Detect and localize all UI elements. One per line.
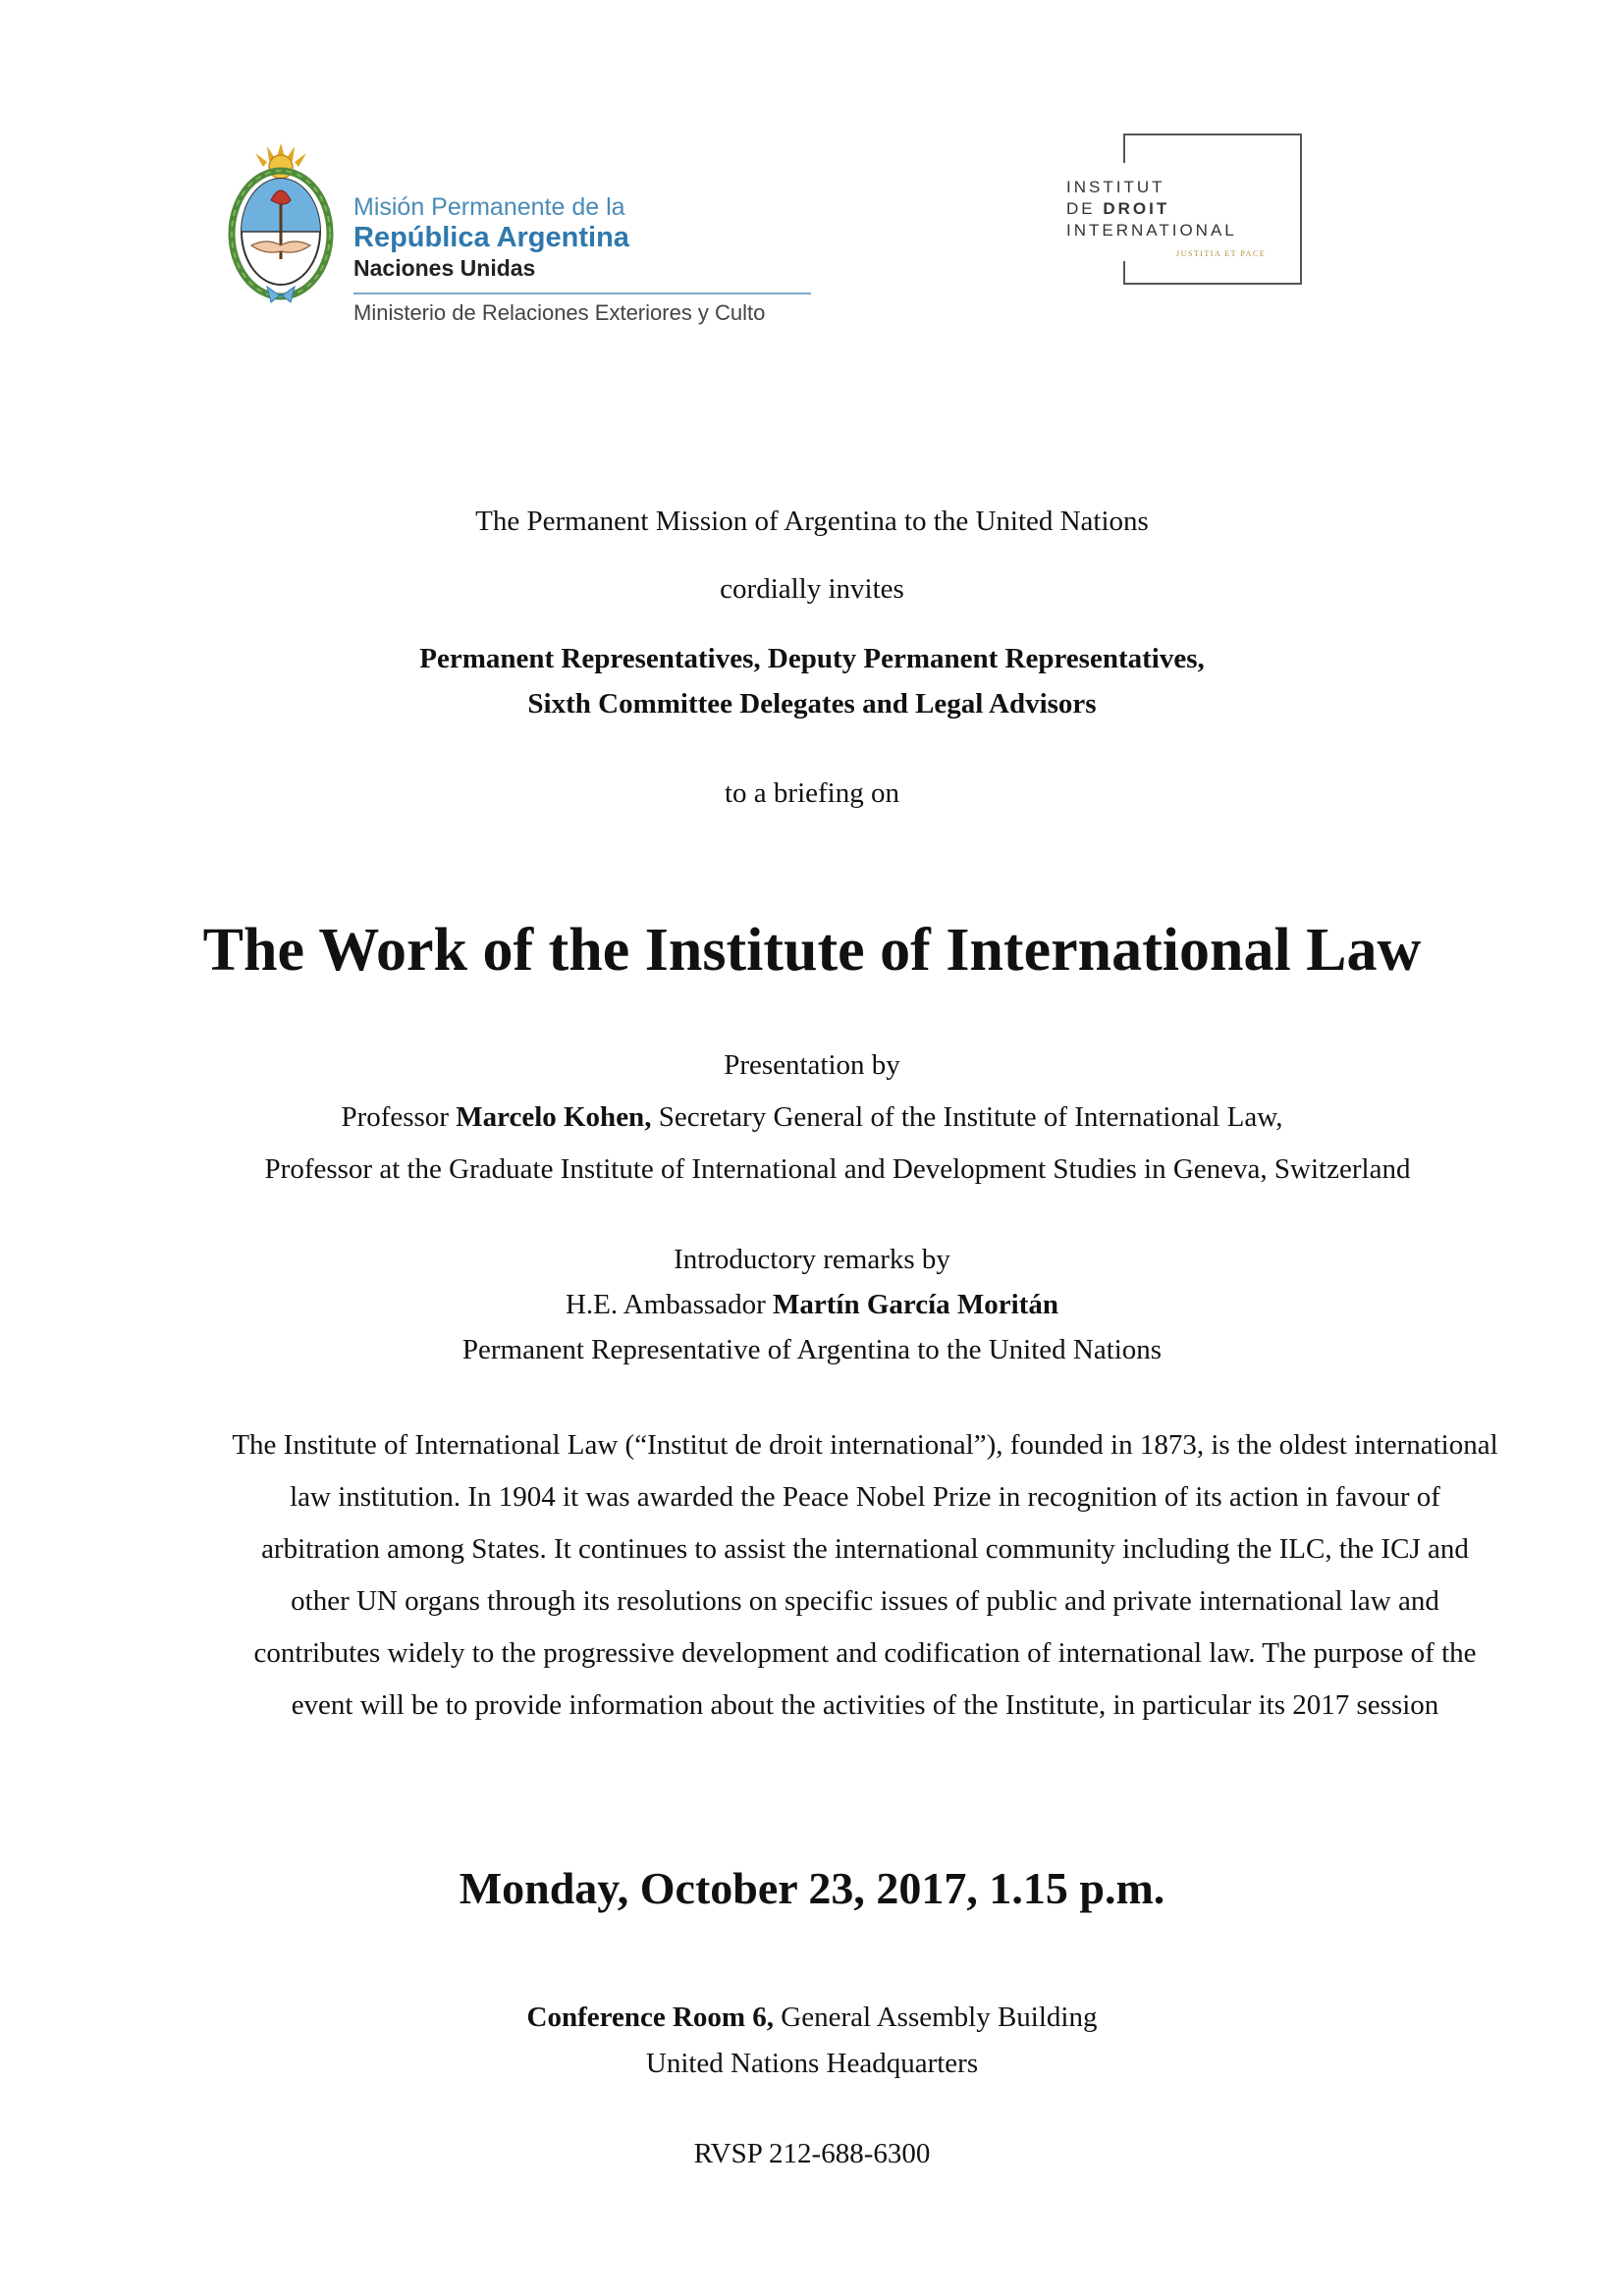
venue-room: Conference Room 6, <box>526 2002 775 2033</box>
ambassador-role: Permanent Representative of Argentina to the United Nations <box>461 1334 1163 1365</box>
speaker-role: Secretary General of the Institute of International Law, <box>651 1101 1283 1133</box>
mission-line1: Misión Permanente de la <box>353 193 625 221</box>
idi-line3: INTERNATIONAL <box>1066 221 1237 240</box>
mission-line2: República Argentina <box>353 222 629 253</box>
lead-in-line: to a briefing on <box>725 777 899 809</box>
mission-divider <box>353 293 811 294</box>
speaker-name: Marcelo Kohen, <box>456 1101 652 1133</box>
event-title: The Work of the Institute of International Law <box>202 917 1422 984</box>
idi-frame-right <box>1300 133 1302 285</box>
idi-frame-left-top <box>1123 133 1125 163</box>
idi-line2-prefix: DE <box>1066 199 1104 218</box>
idi-frame-top <box>1123 133 1302 135</box>
idi-line2 <box>1066 198 1237 220</box>
ambassador-prefix: H.E. Ambassador <box>565 1289 773 1320</box>
introductory-heading: Introductory remarks by <box>674 1244 950 1275</box>
mission-ministry: Ministerio de Relaciones Exteriores y Culto <box>353 300 766 325</box>
ambassador-line <box>0 1288 1624 1321</box>
invites-line: cordially invites <box>720 573 904 605</box>
host-line: The Permanent Mission of Argentina to the United Nations <box>475 506 1149 537</box>
invitees-line1: Permanent Representatives, Deputy Permanent Representatives, <box>419 643 1205 674</box>
invitees-line2: Sixth Committee Delegates and Legal Advisors <box>527 688 1097 720</box>
venue-line <box>0 2001 1624 2034</box>
speaker-prefix: Professor <box>341 1101 457 1133</box>
argentina-mission-logo <box>228 143 817 340</box>
venue-location: United Nations Headquarters <box>645 2048 979 2079</box>
idi-logo <box>1066 133 1302 285</box>
idi-frame-bottom <box>1123 283 1302 285</box>
idi-name <box>1066 177 1237 241</box>
idi-frame-left-bottom <box>1123 261 1125 285</box>
institute-description-text: The Institute of International Law (“Institut de droit international”), founded in 1873, is the oldest international law institution. In 1904 it was awarded the Peace Nobel Prize in recognition of its action in favour of arbitration among States. It continues to assist the international community including the ILC, the ICJ and other UN organs through its resolutions on specific issues of public and private international law and contributes widely to the progressive development and codification of international law. The purpose of the event will be to provide information about the activities of the Institute, in particular its 2017 session <box>232 1429 1498 1721</box>
mission-name-block <box>353 192 629 283</box>
rsvp-line: RVSP 212-688-6300 <box>693 2138 931 2169</box>
ambassador-name: Martín García Moritán <box>773 1289 1059 1320</box>
mission-line3: Naciones Unidas <box>353 255 536 281</box>
idi-line1: INSTITUT <box>1066 178 1165 196</box>
argentina-coat-of-arms-icon <box>228 143 334 310</box>
speaker-line <box>0 1100 1624 1134</box>
institute-description <box>232 1419 1498 1732</box>
speaker-affiliation: Professor at the Graduate Institute of International and Development Studies in Geneva, Switzerland <box>264 1153 1411 1185</box>
presentation-heading: Presentation by <box>724 1049 900 1081</box>
idi-line2-bold: DROIT <box>1103 199 1170 218</box>
event-datetime: Monday, October 23, 2017, 1.15 p.m. <box>459 1863 1165 1913</box>
venue-building: General Assembly Building <box>774 2002 1098 2033</box>
idi-motto: JUSTITIA ET PACE <box>1176 249 1267 258</box>
